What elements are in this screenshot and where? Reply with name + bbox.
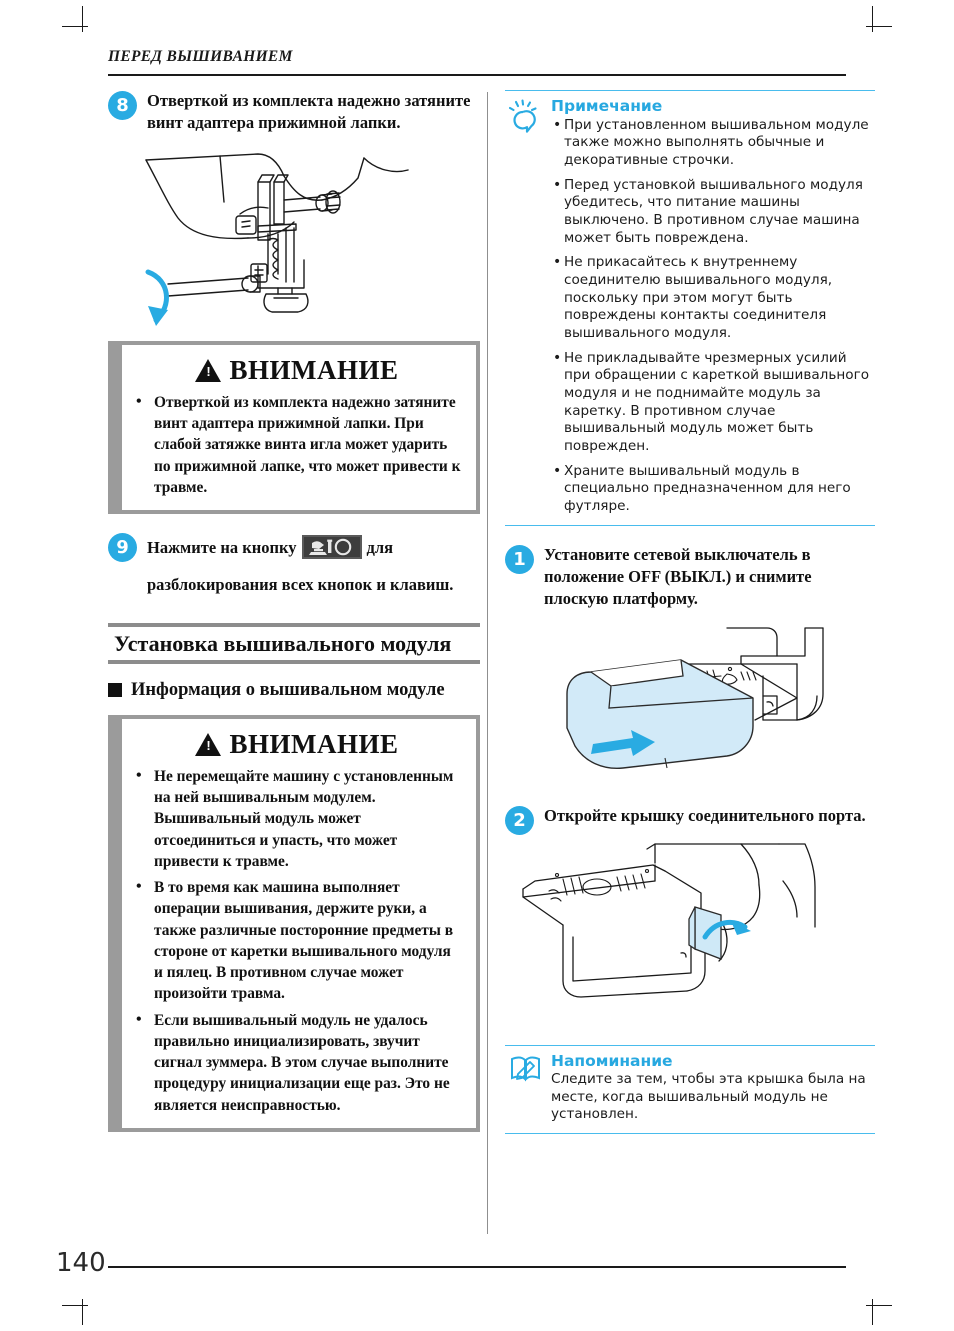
crop-mark [872, 6, 873, 32]
unlock-key-button[interactable] [302, 535, 362, 569]
step-9-text-line2: разблокирования всех кнопок и клавиш. [147, 575, 454, 595]
square-bullet-icon [108, 683, 122, 697]
step-2-text: Откройте крышку соединительного порта. [544, 805, 866, 825]
crop-mark [872, 1299, 873, 1325]
note-item: • Перед установкой вышивального модуля убедитесь, что питание машины выключено. В противном случае машина может быть повреждена. [551, 177, 871, 248]
page-number: 140 [56, 1248, 106, 1278]
caution-2-item: • В то время как машина выполняет операции вышивания, держите руки, а также различные посторонние предметы в стороне от каретки вышивального модуля и пялец. В противном случае может произойти травма. [132, 877, 462, 1005]
crop-mark [82, 6, 83, 32]
note-item: • Храните вышивальный модуль в специально предназначенном для него футляре. [551, 463, 871, 516]
step-8-text: Отверткой из комплекта надежно затяните винт адаптера прижимной лапки. [147, 91, 471, 132]
note-box [505, 90, 875, 526]
note-list [551, 117, 871, 516]
step-2 [505, 805, 875, 835]
header-rule [108, 74, 846, 76]
flat-bed-attachment-removal-illustration [505, 616, 875, 801]
warning-triangle-icon [195, 359, 221, 382]
note-title: Примечание [551, 97, 663, 115]
footer-rule [108, 1266, 846, 1268]
section-rule-bottom [108, 660, 480, 664]
step-9-text [147, 532, 453, 601]
caution-2-item: • Если вышивальный модуль не удалось правильно инициализировать, звучит сигнал зуммера. В этом случае выполните процедуру инициализации еще раз. Это не является неисправностью. [132, 1010, 462, 1116]
step-9 [108, 532, 480, 601]
warning-triangle-icon [195, 733, 221, 756]
crop-mark [62, 26, 88, 27]
crop-mark [62, 1305, 88, 1306]
step-9-text-before: Нажмите на кнопку [147, 538, 297, 558]
note-item: • При установленном вышивальном модуле также можно выполнять обычные и декоративные строчки. [551, 117, 871, 170]
step-number-badge: 1 [505, 545, 534, 574]
connector-port-cover-open-illustration [505, 841, 875, 1031]
caution-1-item: • Отверткой из комплекта надежно затяните винт адаптера прижимной лапки. При слабой затяжке винта игла может ударить по прижимной лапке, что может привести к травме. [132, 392, 462, 498]
section-heading-block [108, 623, 480, 664]
subsection-heading [108, 680, 480, 701]
caution-box-2 [108, 715, 480, 1132]
step-number-badge: 9 [108, 533, 137, 562]
step-1 [505, 544, 875, 610]
caution-box-1 [108, 341, 480, 514]
crop-mark [866, 1305, 892, 1306]
running-head: ПЕРЕД ВЫШИВАНИЕМ [108, 48, 293, 65]
caution-1-list [132, 392, 462, 498]
caution-2-list [132, 766, 462, 1116]
step-8 [108, 90, 480, 134]
reminder-box [505, 1045, 875, 1135]
right-column [505, 90, 875, 1134]
note-item: • Не прикладывайте чрезмерных усилий при обращении с кареткой вышивального модуля и не поднимайте модуль за каретку. В противном случае вышивальный модуль может быть поврежден. [551, 350, 871, 456]
step-number-badge: 8 [108, 91, 137, 120]
presser-foot-adapter-screwdriver-illustration [108, 142, 480, 337]
open-book-pencil-reminder-icon [509, 1052, 543, 1125]
column-divider [487, 92, 488, 1234]
crop-mark [866, 26, 892, 27]
step-9-text-after: для [366, 538, 394, 558]
step-1-text: Установите сетевой выключатель в положение OFF (ВЫКЛ.) и снимите плоскую платформу. [544, 544, 812, 608]
crop-mark [82, 1299, 83, 1325]
reminder-text: Следите за тем, чтобы эта крышка была на месте, когда вышивальный модуль не установлен. [551, 1071, 866, 1123]
section-title: Установка вышивального модуля [114, 630, 452, 656]
caution-title-2: ! ВНИМАНИЕ [132, 729, 462, 760]
lightbulb-note-icon [509, 97, 543, 516]
note-item: • Не прикасайтесь к внутреннему соединителю вышивального модуля, поскольку при этом могут быть повреждены контакты соединителя вышивального модуля. [551, 254, 871, 342]
step-number-badge: 2 [505, 806, 534, 835]
left-column [108, 90, 480, 1132]
reminder-title: Напоминание [551, 1051, 673, 1070]
caution-title-1: ! ВНИМАНИЕ [132, 355, 462, 386]
subsection-title: Информация о вышивальном модуле [131, 679, 445, 700]
caution-2-item: • Не перемещайте машину с установленным на ней вышивальным модулем. Вышивальный модуль может отсоединиться и упасть, что может привести к травме. [132, 766, 462, 872]
